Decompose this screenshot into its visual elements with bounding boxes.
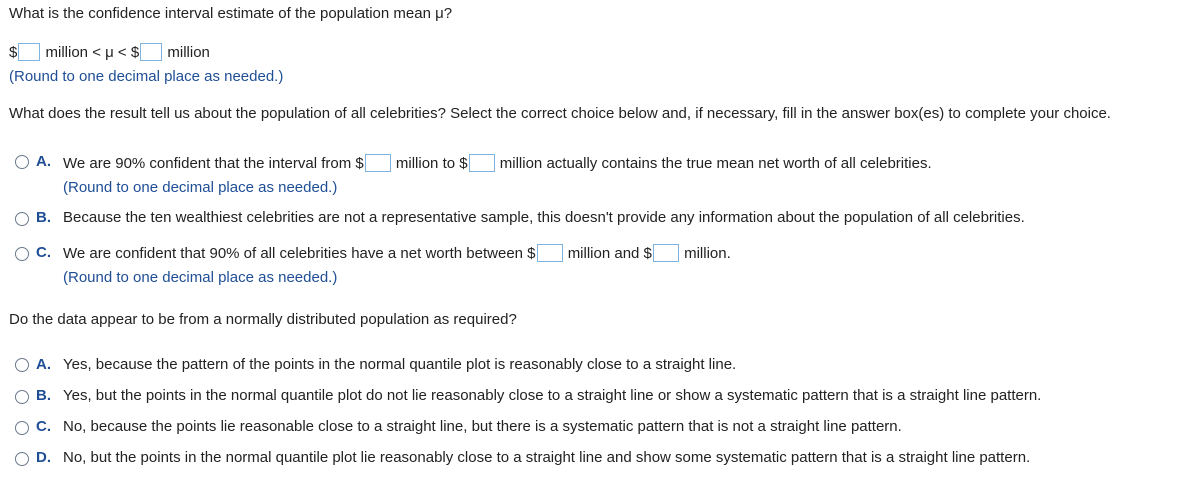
- q2-option-a-letter: A.: [36, 153, 51, 170]
- q2-c-lower-input[interactable]: [537, 244, 563, 262]
- q2-c-text-1: We are confident that 90% of all celebrities have a net worth between $: [63, 245, 536, 262]
- q2-option-b-text: Because the ten wealthiest celebrities are not a representative sample, this doesn't provide any information about the population of all celebrities.: [63, 209, 1025, 226]
- dollar-sign: $: [9, 44, 18, 61]
- q3-option-b-letter: B.: [36, 387, 51, 404]
- q3-option-a-radio[interactable]: [15, 358, 29, 372]
- q2-c-text-3: million.: [684, 245, 731, 262]
- q3-option-c-radio[interactable]: [15, 421, 29, 435]
- q3-option-a-letter: A.: [36, 356, 51, 373]
- q3-option-d-text: No, but the points in the normal quantile plot lie reasonably close to a straight line and show some systematic pattern that is a straight line pattern.: [63, 449, 1031, 466]
- upper-bound-input[interactable]: [140, 43, 162, 61]
- q2-a-lower-input[interactable]: [365, 154, 391, 172]
- q2-a-text-2: million to $: [395, 155, 468, 172]
- q3-option-c-text: No, because the points lie reasonable close to a straight line, but there is a systematic pattern that is not a straight line pattern.: [63, 418, 902, 435]
- round-hint: (Round to one decimal place as needed.): [9, 68, 284, 85]
- interval-row: [9, 43, 210, 63]
- q2-a-text-1: We are 90% confident that the interval from $: [63, 155, 364, 172]
- q2-c-text-2: million and $: [567, 245, 652, 262]
- q3-option-b-radio[interactable]: [15, 390, 29, 404]
- q2-option-a-text: [63, 154, 932, 174]
- question-3-prompt: Do the data appear to be from a normally distributed population as required?: [9, 311, 517, 328]
- q2-option-b-radio[interactable]: [15, 212, 29, 226]
- q2-c-upper-input[interactable]: [653, 244, 679, 262]
- q2-a-upper-input[interactable]: [469, 154, 495, 172]
- q3-option-a-text: Yes, because the pattern of the points in the normal quantile plot is reasonably close to a straight line.: [63, 356, 737, 373]
- interval-middle-text: million < μ < $: [45, 44, 140, 61]
- q3-option-c-letter: C.: [36, 418, 51, 435]
- q2-option-b-letter: B.: [36, 209, 51, 226]
- lower-bound-input[interactable]: [18, 43, 40, 61]
- q2-option-c-radio[interactable]: [15, 247, 29, 261]
- question-1-prompt: What is the confidence interval estimate of the population mean μ?: [9, 5, 453, 22]
- q2-a-text-3: million actually contains the true mean net worth of all celebrities.: [499, 155, 932, 172]
- q3-option-b-text: Yes, but the points in the normal quantile plot do not lie reasonably close to a straight line or show a systematic pattern that is a straight line pattern.: [63, 387, 1042, 404]
- q2-option-c-hint: (Round to one decimal place as needed.): [63, 269, 338, 286]
- q2-option-a-hint: (Round to one decimal place as needed.): [63, 179, 338, 196]
- interval-end-text: million: [167, 44, 210, 61]
- q2-option-c-letter: C.: [36, 244, 51, 261]
- q2-option-c-text: [63, 244, 731, 264]
- q2-option-a-radio[interactable]: [15, 155, 29, 169]
- question-2-prompt: What does the result tell us about the population of all celebrities? Select the correct choice below and, if necessary, fill in the answer box(es) to complete your choice.: [9, 105, 1111, 122]
- q3-option-d-radio[interactable]: [15, 452, 29, 466]
- q3-option-d-letter: D.: [36, 449, 51, 466]
